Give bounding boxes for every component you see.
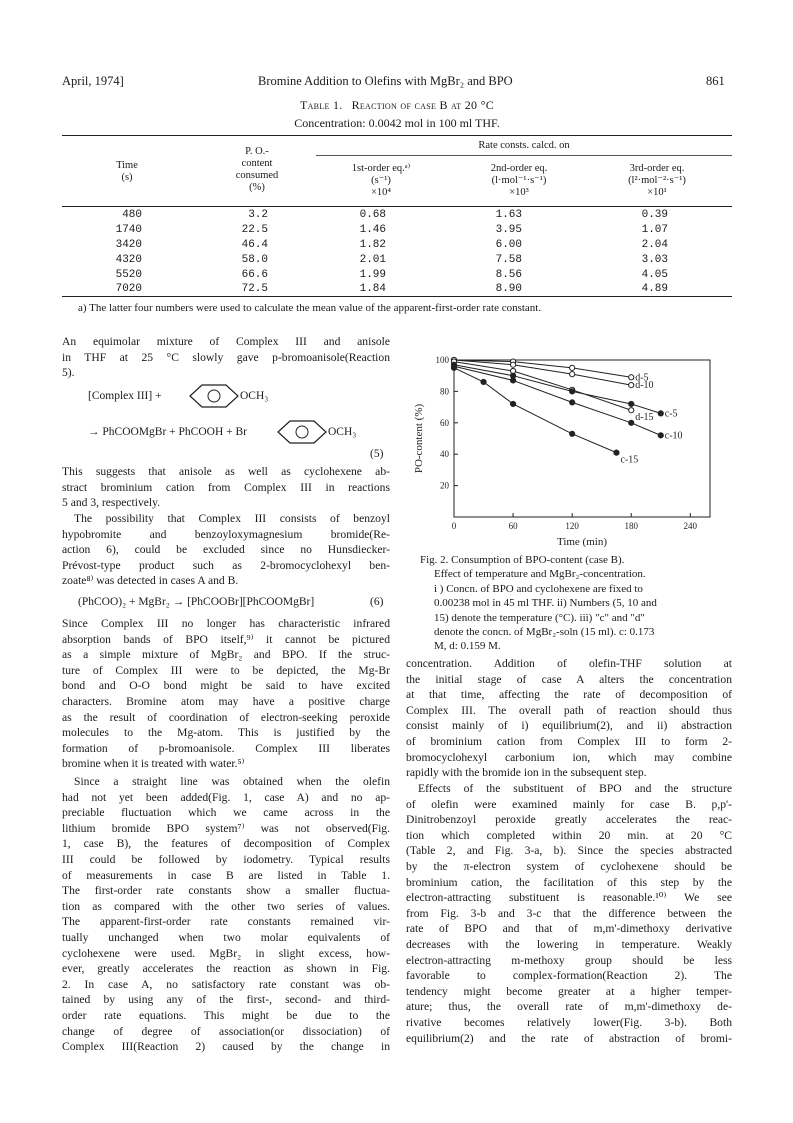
table-caption-body: Reaction of case B at 20 °C [351, 98, 495, 112]
table-footnote: a) The latter four numbers were used to calculate the mean value of the apparent-first-order rate constant. [78, 302, 542, 314]
data-point-d-5 [570, 365, 575, 370]
table-header-third-order: 3rd-order eq. (l²·mol⁻²·s⁻¹) ×10¹ [628, 163, 686, 198]
data-point-c-10 [510, 378, 515, 383]
data-point-c-5 [570, 389, 575, 394]
x-tick-label: 60 [508, 521, 518, 531]
eq5-methoxy: OCH₃ [240, 390, 269, 402]
table-caption [62, 98, 732, 113]
data-point-c-10 [570, 400, 575, 405]
table-concentration: Concentration: 0.0042 mol in 100 ml THF. [294, 116, 500, 130]
cell-k3: 4.89 [641, 283, 668, 295]
x-tick-label: 180 [624, 521, 638, 531]
cell-k1: 1.46 [359, 224, 386, 236]
table-group-rule [316, 155, 732, 156]
table-header-po: P. O.- content consumed (%) [235, 146, 279, 193]
cell-k2: 6.00 [495, 239, 522, 251]
right-paragraph-1: concentration. Addition of olefin-THF solution at the initial stage of case A alters the concentration at that time, affecting the rate of decomposition of Complex III. The overall path of reaction should thus consist mainly of i) equilibrium(2), and ii) abstraction of brominium cation from Complex III to form 2- bromocyclohexyl carbonium ion, which may combine rapidly with the bromide ion in the subsequent step. [406, 657, 732, 780]
series-label-d-15: d-15 [635, 412, 654, 424]
table-header-rate-group: Rate consts. calcd. on [478, 140, 570, 151]
eq5-label: (5) [370, 448, 384, 460]
cell-time: 4320 [115, 254, 142, 266]
eq5-products-methoxy: OCH₃ [328, 426, 357, 438]
data-point-d-15 [629, 408, 634, 413]
cell-po: 66.6 [241, 269, 268, 281]
data-point-c-5 [658, 411, 663, 416]
table-header-rule [62, 206, 732, 207]
cell-time: 3420 [115, 239, 142, 251]
cell-k3: 0.39 [641, 209, 668, 221]
right-paragraph-2: Effects of the substituent of BPO and the structure of olefin were examined mainly for case B. p,p'- Dinitrobenzoyl peroxide greatly accelerates the reac- tion which completed within 20 min. at 20 °C (Table 2, and Fig. 3-a, b). Since the species abstracted by the π-electron system of cyclohexene should be brominium cation, the facilitation of this step by the electron-attracting substituent is reasonable.¹⁰⁾ We see from Fig. 3-b and 3-c that the difference between the rate of BPO and that of m,m'-dimethoxy derivative decreases with the lowering in temperature. Weakly electron-attracting m-methoxy group should be less favorable to complex-formation(Reaction 2). The tendency might become greater at a higher temper- ature; thus, the overall rate of m,m'-dimethoxy de- rivative becomes relatively lower(Fig. 3-b). Both equilibrium(2) and the rate of abstraction of bromi- [406, 782, 732, 1045]
series-label-c-15: c-15 [620, 454, 639, 466]
left-paragraph-1: An equimolar mixture of Complex III and anisole in THF at 25 °C slowly gave p-bromoanisole(Reaction 5). [62, 335, 390, 380]
benzene-ring-icon [188, 383, 240, 409]
series-label-d-10: d-10 [635, 380, 654, 392]
cell-k1: 2.01 [359, 254, 386, 266]
y-tick-label: 20 [440, 480, 449, 491]
series-line-c-15 [454, 368, 616, 453]
data-point-d-10 [629, 383, 634, 388]
cell-k2: 3.95 [495, 224, 522, 236]
cell-k3: 4.05 [641, 269, 668, 281]
eq6: (PhCOO)₂ + MgBr₂ → [PhCOOBr][PhCOOMgBr] [78, 596, 315, 608]
eq5-left: [Complex III] + [88, 390, 162, 402]
data-point-d-5 [629, 375, 634, 380]
data-point-c-15 [570, 431, 575, 436]
cell-k1: 1.99 [359, 269, 386, 281]
cell-k2: 7.58 [495, 254, 522, 266]
series-label-c-5: c-5 [664, 408, 678, 420]
table-header-second-order: 2nd-order eq. (l·mol⁻¹·s⁻¹) ×10³ [490, 163, 548, 198]
data-point-c-10 [658, 433, 663, 438]
cell-k1: 1.84 [359, 283, 386, 295]
cell-po: 46.4 [241, 239, 268, 251]
cell-time: 480 [122, 209, 142, 221]
cell-k3: 1.07 [641, 224, 668, 236]
cell-po: 72.5 [241, 283, 268, 295]
data-point-c-15 [481, 379, 486, 384]
y-tick-label: 40 [440, 449, 449, 460]
series-line-d-15 [454, 362, 631, 411]
cell-time: 5520 [115, 269, 142, 281]
left-paragraph-5: Since a straight line was obtained when the olefin had not yet been added(Fig. 1, case A) and no ap- preciable fluctuation which we came across in the lithium bromide BPO system⁷⁾ was not observed(Fig. 1, case B), the features of decomposition of Complex III could be followed by iodometry. Typical results of measurements in case B are listed in Table 1. The first-order rate constants show a smaller fluctua- tion as compared with the other two series of values. The apparent-first-order rate constants remained vir- tually unchanged when two molar equivalents of cyclohexene were used. MgBr₂ in slight excess, how- ever, greatly accelerates the reaction as shown in Fig. 2. In case A, no satisfactory rate constant was ob- tained by using any of the first-, second- and third- order rate equations. This might be due to the change of degree of association(or dissociation) of Complex III(Reaction 2) caused by the change in [62, 775, 390, 1054]
table-caption-prefix: Table 1. [299, 98, 343, 112]
x-tick-label: 0 [451, 521, 457, 531]
cell-po: 22.5 [241, 224, 268, 236]
cell-k3: 2.04 [641, 239, 668, 251]
x-axis-label: Time (min) [556, 536, 608, 548]
y-tick-label: 80 [440, 386, 449, 397]
cell-k1: 0.68 [359, 209, 386, 221]
cell-k2: 8.56 [495, 269, 522, 281]
cell-k3: 3.03 [641, 254, 668, 266]
header-title: Bromine Addition to Olefins with MgBr₂ and BPO [258, 74, 513, 88]
page-number: 861 [706, 74, 725, 88]
x-tick-label: 240 [683, 521, 698, 531]
y-axis-label: PO-content (%) [413, 403, 425, 474]
data-point-c-15 [510, 401, 515, 406]
series-label-d-5: d-5 [635, 372, 649, 384]
figure-2-caption: Fig. 2. Consumption of BPO-content (case B). Effect of temperature and MgBr₂-concentration. i ) Concn. of BPO and cyclohexene are fixed to 0.00238 mol in 45 ml THF. ii) Numbers (5, 10 and 15) denote the temperature (°C). iii) "c" and "d" denote the concn. of MgBr₂-soln (15 ml). c: 0.173 M, d: 0.159 M. [420, 553, 732, 654]
cell-k2: 1.63 [495, 209, 522, 221]
table-header-time: Time (s) [116, 160, 138, 183]
eq6-label: (6) [370, 596, 384, 608]
cell-po: 3.2 [248, 209, 268, 221]
header-date: April, 1974] [62, 74, 124, 88]
x-tick-label: 120 [565, 521, 579, 531]
y-tick-label: 60 [440, 417, 449, 428]
eq5-products: → PhCOOMgBr + PhCOOH + Br [88, 426, 247, 438]
left-paragraph-4: Since Complex III no longer has characteristic infrared absorption bands of BPO itself,⁹⁾ it cannot be pictured as a simple mixture of MgBr₂ and BPO. If the struc- ture of Complex III were to be depicted, the Mg-Br bond and O-O bond might be said to have excited characters. Bromine atom may have a positive charge as the result of coordination of electron-seeking peroxide molecules to the Mg-atom. This is justified by the formation of p-bromoanisole. Complex III liberates bromine when it is treated with water.⁵⁾ [62, 617, 390, 771]
cell-k2: 8.90 [495, 283, 522, 295]
data-point-c-15 [451, 365, 456, 370]
cell-time: 1740 [115, 224, 142, 236]
benzene-ring-icon [276, 419, 328, 445]
figure-2-chart [406, 345, 732, 550]
data-point-d-10 [570, 372, 575, 377]
cell-k1: 1.82 [359, 239, 386, 251]
data-point-c-15 [614, 450, 619, 455]
cell-time: 7020 [115, 283, 142, 295]
y-tick-label: 100 [435, 355, 449, 365]
table-bottom-rule [62, 296, 732, 297]
data-point-c-10 [629, 420, 634, 425]
table-header-first-order: 1st-order eq.ᵃ⁾ (s⁻¹) ×10⁴ [351, 163, 411, 198]
data-point-d-10 [510, 362, 515, 367]
left-paragraph-3: The possibility that Complex III consists of benzoyl hypobromite and benzoyloxymagnesium bromide(Re- action 6), could be excluded since no Hunsdiecker- Prévost-type product such as 2-bromocyclohexyl ben- zoate⁸⁾ was detected in cases A and B. [62, 512, 390, 588]
series-label-c-10: c-10 [664, 430, 683, 442]
figure-2-caption-title: Fig. 2. Consumption of BPO-content (case B). [420, 554, 625, 566]
left-paragraph-2: This suggests that anisole as well as cyclohexene ab- stract brominium cation from Complex III in reactions 5 and 3, respectively. [62, 465, 390, 510]
cell-po: 58.0 [241, 254, 268, 266]
data-point-c-5 [629, 401, 634, 406]
table-top-rule [62, 135, 732, 136]
